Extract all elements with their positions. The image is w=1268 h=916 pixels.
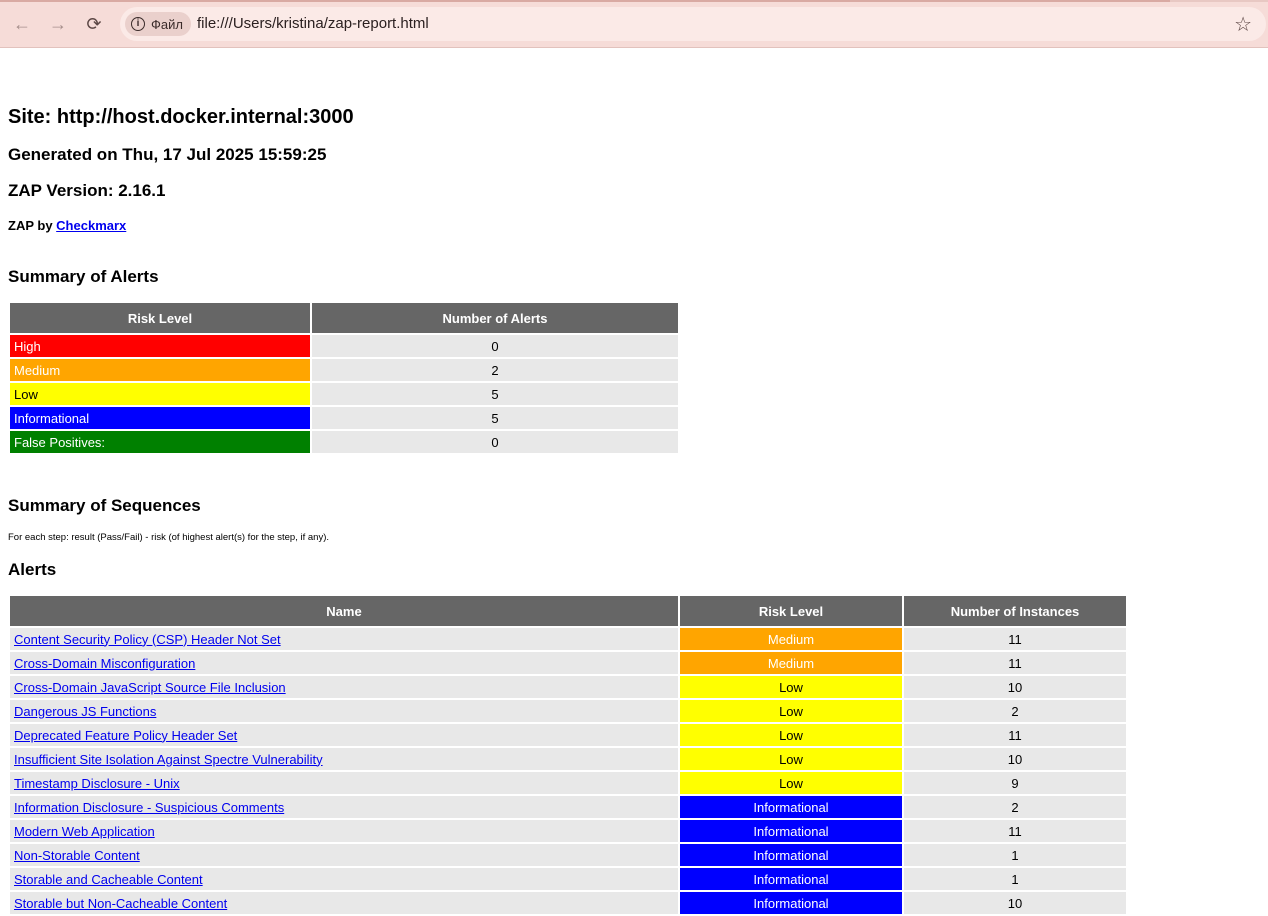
browser-toolbar <box>0 0 1268 48</box>
alert-name-link[interactable]: Information Disclosure - Suspicious Comments <box>14 799 285 815</box>
summary-risk-level: Low <box>10 383 310 405</box>
alert-row <box>10 892 1126 914</box>
alert-row <box>10 772 1126 794</box>
back-arrow-icon[interactable]: ← <box>13 13 31 34</box>
forward-arrow-icon[interactable]: → <box>49 13 67 34</box>
alert-risk-level: Informational <box>680 868 902 890</box>
alert-name-link[interactable]: Deprecated Feature Policy Header Set <box>14 727 238 743</box>
info-icon: i <box>131 17 145 31</box>
alert-row <box>10 844 1126 866</box>
summary-risk-level: False Positives: <box>10 431 310 453</box>
site-info-chip[interactable] <box>125 12 191 36</box>
alert-instance-count: 10 <box>904 676 1126 698</box>
alert-name-cell <box>10 820 678 842</box>
alerts-header-risk: Risk Level <box>680 596 902 626</box>
summary-risk-level: Informational <box>10 407 310 429</box>
alert-risk-level: Informational <box>680 820 902 842</box>
summary-row <box>10 383 678 405</box>
alert-row <box>10 652 1126 674</box>
alert-name-link[interactable]: Storable but Non-Cacheable Content <box>14 895 228 911</box>
alert-risk-level: Informational <box>680 892 902 914</box>
alert-risk-level: Low <box>680 772 902 794</box>
alert-instance-count: 2 <box>904 700 1126 722</box>
alert-risk-level: Low <box>680 724 902 746</box>
generated-heading: Generated on Thu, 17 Jul 2025 15:59:25 <box>8 145 327 164</box>
alerts-table <box>8 594 1128 916</box>
summary-row <box>10 407 678 429</box>
alert-name-cell <box>10 724 678 746</box>
summary-alert-count: 5 <box>312 407 678 429</box>
sequences-note: For each step: result (Pass/Fail) - risk (of highest alert(s) for the step, if any). <box>8 532 329 543</box>
summary-row <box>10 431 678 453</box>
alert-name-link[interactable]: Dangerous JS Functions <box>14 703 157 719</box>
alert-instance-count: 10 <box>904 892 1126 914</box>
alert-risk-level: Medium <box>680 652 902 674</box>
summary-alert-count: 2 <box>312 359 678 381</box>
alert-instance-count: 11 <box>904 652 1126 674</box>
alert-instance-count: 11 <box>904 724 1126 746</box>
alert-name-cell <box>10 748 678 770</box>
summary-of-alerts-heading: Summary of Alerts <box>8 267 159 286</box>
url-text[interactable]: file:///Users/kristina/zap-report.html <box>197 15 429 32</box>
site-info-label: Файл <box>151 16 183 32</box>
alert-name-link[interactable]: Insufficient Site Isolation Against Spectre Vulnerability <box>14 751 323 767</box>
summary-table <box>8 301 680 455</box>
alert-name-link[interactable]: Cross-Domain Misconfiguration <box>14 655 196 671</box>
loading-bar <box>0 0 1170 2</box>
summary-alert-count: 0 <box>312 335 678 357</box>
alert-row <box>10 748 1126 770</box>
summary-header-count: Number of Alerts <box>312 303 678 333</box>
alert-name-cell <box>10 772 678 794</box>
alerts-heading: Alerts <box>8 560 57 579</box>
alert-instance-count: 10 <box>904 748 1126 770</box>
alert-instance-count: 11 <box>904 820 1126 842</box>
version-heading: ZAP Version: 2.16.1 <box>8 181 166 200</box>
summary-row <box>10 359 678 381</box>
alert-risk-level: Low <box>680 700 902 722</box>
alert-risk-level: Low <box>680 748 902 770</box>
alert-risk-level: Informational <box>680 796 902 818</box>
alert-name-cell <box>10 652 678 674</box>
alert-row <box>10 700 1126 722</box>
alert-name-cell <box>10 796 678 818</box>
alert-row <box>10 868 1126 890</box>
alert-name-cell <box>10 868 678 890</box>
alert-instance-count: 1 <box>904 868 1126 890</box>
alerts-header-instances: Number of Instances <box>904 596 1126 626</box>
alert-name-link[interactable]: Non-Storable Content <box>14 847 140 863</box>
tab-strip-edge <box>0 0 1268 2</box>
alert-row <box>10 724 1126 746</box>
alert-name-cell <box>10 628 678 650</box>
alert-instance-count: 1 <box>904 844 1126 866</box>
alert-name-link[interactable]: Storable and Cacheable Content <box>14 871 203 887</box>
alert-instance-count: 9 <box>904 772 1126 794</box>
alert-name-cell <box>10 676 678 698</box>
address-bar[interactable] <box>120 7 1266 41</box>
alert-row <box>10 676 1126 698</box>
alert-name-cell <box>10 844 678 866</box>
alert-risk-level: Informational <box>680 844 902 866</box>
alert-name-cell <box>10 892 678 914</box>
alert-risk-level: Medium <box>680 628 902 650</box>
alerts-header-name: Name <box>10 596 678 626</box>
bookmark-star-icon[interactable]: ☆ <box>1234 14 1252 36</box>
summary-of-sequences-heading: Summary of Sequences <box>8 496 201 515</box>
zap-by-line <box>8 218 126 233</box>
summary-risk-level: High <box>10 335 310 357</box>
checkmarx-link[interactable]: Checkmarx <box>56 218 127 233</box>
alert-row <box>10 628 1126 650</box>
summary-header-risk: Risk Level <box>10 303 310 333</box>
alert-risk-level: Low <box>680 676 902 698</box>
summary-alert-count: 0 <box>312 431 678 453</box>
summary-row <box>10 335 678 357</box>
alert-name-link[interactable]: Timestamp Disclosure - Unix <box>14 775 180 791</box>
summary-risk-level: Medium <box>10 359 310 381</box>
alert-instance-count: 2 <box>904 796 1126 818</box>
summary-alert-count: 5 <box>312 383 678 405</box>
alert-instance-count: 11 <box>904 628 1126 650</box>
alert-name-cell <box>10 700 678 722</box>
reload-icon[interactable]: ⟳ <box>86 13 102 34</box>
alert-row <box>10 820 1126 842</box>
alert-name-link[interactable]: Cross-Domain JavaScript Source File Inclusion <box>14 679 286 695</box>
zap-by-prefix: ZAP by <box>8 218 57 233</box>
alert-name-link[interactable]: Modern Web Application <box>14 823 155 839</box>
alert-name-link[interactable]: Content Security Policy (CSP) Header Not Set <box>14 631 281 647</box>
site-heading: Site: http://host.docker.internal:3000 <box>8 106 354 128</box>
alert-row <box>10 796 1126 818</box>
